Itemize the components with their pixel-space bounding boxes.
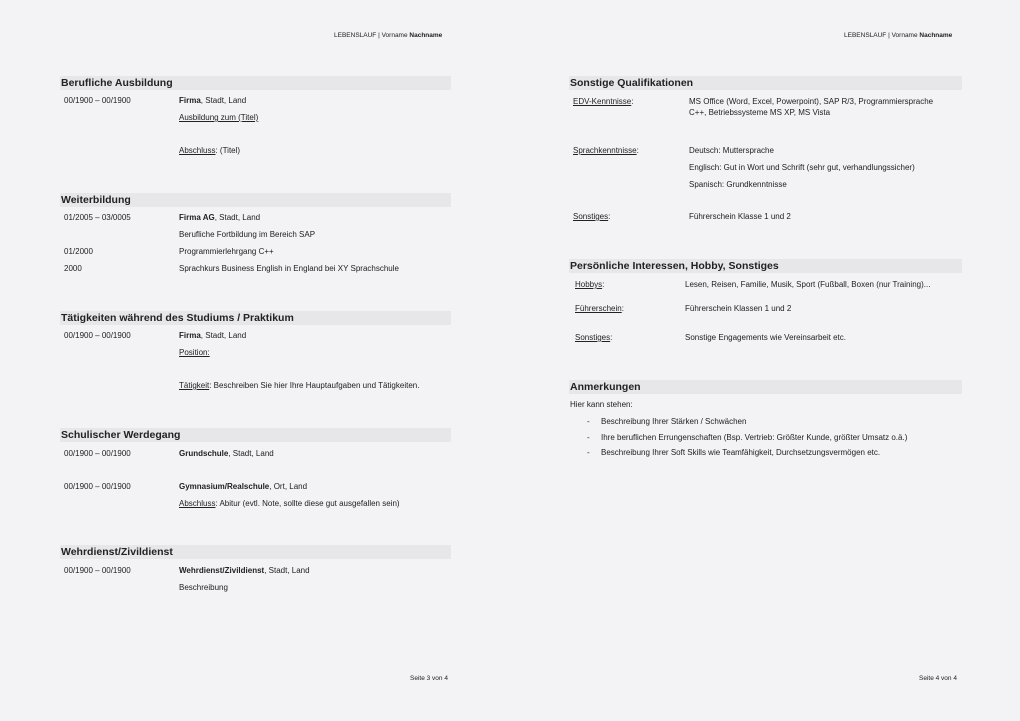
school: Grundschule — [179, 449, 229, 458]
date: 2000 — [64, 264, 82, 273]
entry — [179, 482, 307, 492]
company: Firma AG — [179, 213, 215, 222]
list-item: Beschreibung Ihrer Stärken / Schwächen — [601, 417, 747, 426]
label: Hobbys: — [575, 280, 605, 289]
location: , Stadt, Land — [264, 566, 310, 575]
page-number: Seite 4 von 4 — [919, 675, 957, 682]
text: C++, Betriebssysteme MS XP, MS Vista — [689, 108, 831, 117]
title: Ausbildung zum (Titel) — [179, 113, 259, 122]
entry — [179, 96, 246, 106]
label: Abschluss — [179, 499, 216, 508]
location: , Stadt, Land — [228, 449, 274, 458]
page-number: Seite 3 von 4 — [410, 675, 448, 682]
section-heading: Berufliche Ausbildung — [60, 76, 451, 90]
label-text: Sonstiges — [573, 212, 609, 221]
list-item: Ihre beruflichen Errungenschaften (Bsp. Vertrieb: Größter Kunde, größter Umsatz o.ä.) — [601, 433, 908, 442]
position: Position: — [179, 348, 210, 357]
text: Berufliche Fortbildung im Bereich SAP — [179, 230, 316, 239]
section-heading: Wehrdienst/Zivildienst — [60, 545, 451, 559]
entry — [179, 213, 260, 223]
intro: Hier kann stehen: — [570, 400, 633, 409]
location: , Stadt, Land — [200, 331, 247, 340]
value: : (Titel) — [215, 146, 241, 155]
label-text: Führerschein — [575, 304, 622, 313]
date: 00/1900 – 00/1900 — [64, 449, 131, 458]
bullet-dash: - — [587, 433, 590, 442]
text: Sprachkurs Business English in England bei XY Sprachschule — [179, 264, 399, 273]
label: Abschluss — [179, 146, 216, 155]
label-text: Sonstiges — [575, 333, 611, 342]
text: Programmierlehrgang C++ — [179, 247, 274, 256]
date: 01/2000 — [64, 247, 93, 256]
company: Firma — [179, 331, 201, 340]
section-heading: Anmerkungen — [569, 380, 962, 394]
page-header — [844, 31, 952, 41]
value: : Abitur (evtl. Note, sollte diese gut ausgefallen sein) — [215, 499, 400, 508]
date: 00/1900 – 00/1900 — [64, 482, 131, 491]
degree — [179, 499, 400, 509]
entry — [179, 331, 246, 341]
date: 00/1900 – 00/1900 — [64, 96, 131, 105]
school: Gymnasium/Realschule — [179, 482, 270, 491]
label: Führerschein: — [575, 304, 624, 313]
date: 00/1900 – 00/1900 — [64, 566, 131, 575]
header-text: LEBENSLAUF | Vorname — [334, 32, 410, 39]
section-heading: Schulischer Werdegang — [60, 428, 451, 442]
text: Sonstige Engagements wie Vereinsarbeit etc. — [685, 333, 846, 342]
location: , Ort, Land — [269, 482, 308, 491]
text: Englisch: Gut in Wort und Schrift (sehr gut, verhandlungssicher) — [689, 163, 915, 172]
bullet-dash: - — [587, 448, 590, 457]
label-text: Hobbys — [575, 280, 603, 289]
entry — [179, 449, 274, 459]
text: MS Office (Word, Excel, Powerpoint), SAP R/3, Programmiersprache — [689, 97, 934, 106]
text: Lesen, Reisen, Familie, Musik, Sport (Fußball, Boxen (nur Training)... — [685, 280, 931, 289]
text: Führerschein Klasse 1 und 2 — [689, 212, 791, 221]
value: : Beschreiben Sie hier Ihre Hauptaufgaben und Tätigkeiten. — [209, 381, 420, 390]
section-heading: Weiterbildung — [60, 193, 451, 207]
degree — [179, 146, 240, 156]
text: Beschreibung — [179, 583, 228, 592]
label: EDV-Kenntnisse: — [573, 97, 634, 106]
header-name: Nachname — [919, 32, 953, 39]
location: , Stadt, Land — [200, 96, 247, 105]
page-header — [334, 31, 442, 41]
label: Sprachkenntnisse: — [573, 146, 639, 155]
label-text: EDV-Kenntnisse — [573, 97, 632, 106]
section-heading: Persönliche Interessen, Hobby, Sonstiges — [569, 259, 962, 273]
bullet-dash: - — [587, 417, 590, 426]
header-name: Nachname — [409, 32, 443, 39]
date: 01/2005 – 03/0005 — [64, 213, 131, 222]
text: Führerschein Klassen 1 und 2 — [685, 304, 792, 313]
section-heading: Tätigkeiten während des Studiums / Praktikum — [60, 311, 451, 325]
header-text: LEBENSLAUF | Vorname — [844, 32, 920, 39]
service: Wehrdienst/Zivildienst — [179, 566, 265, 575]
duties — [179, 381, 419, 391]
label: Sonstiges: — [573, 212, 611, 221]
list-item: Beschreibung Ihrer Soft Skills wie Teamfähigkeit, Durchsetzungsvermögen etc. — [601, 448, 881, 457]
company: Firma — [179, 96, 201, 105]
label-text: Sprachkenntnisse — [573, 146, 637, 155]
text: Deutsch: Muttersprache — [689, 146, 774, 155]
label: Sonstiges: — [575, 333, 613, 342]
section-heading: Sonstige Qualifikationen — [569, 76, 962, 90]
date: 00/1900 – 00/1900 — [64, 331, 131, 340]
entry — [179, 566, 310, 576]
location: , Stadt, Land — [214, 213, 261, 222]
label: Tätigkeit — [179, 381, 210, 390]
text: Spanisch: Grundkenntnisse — [689, 180, 787, 189]
